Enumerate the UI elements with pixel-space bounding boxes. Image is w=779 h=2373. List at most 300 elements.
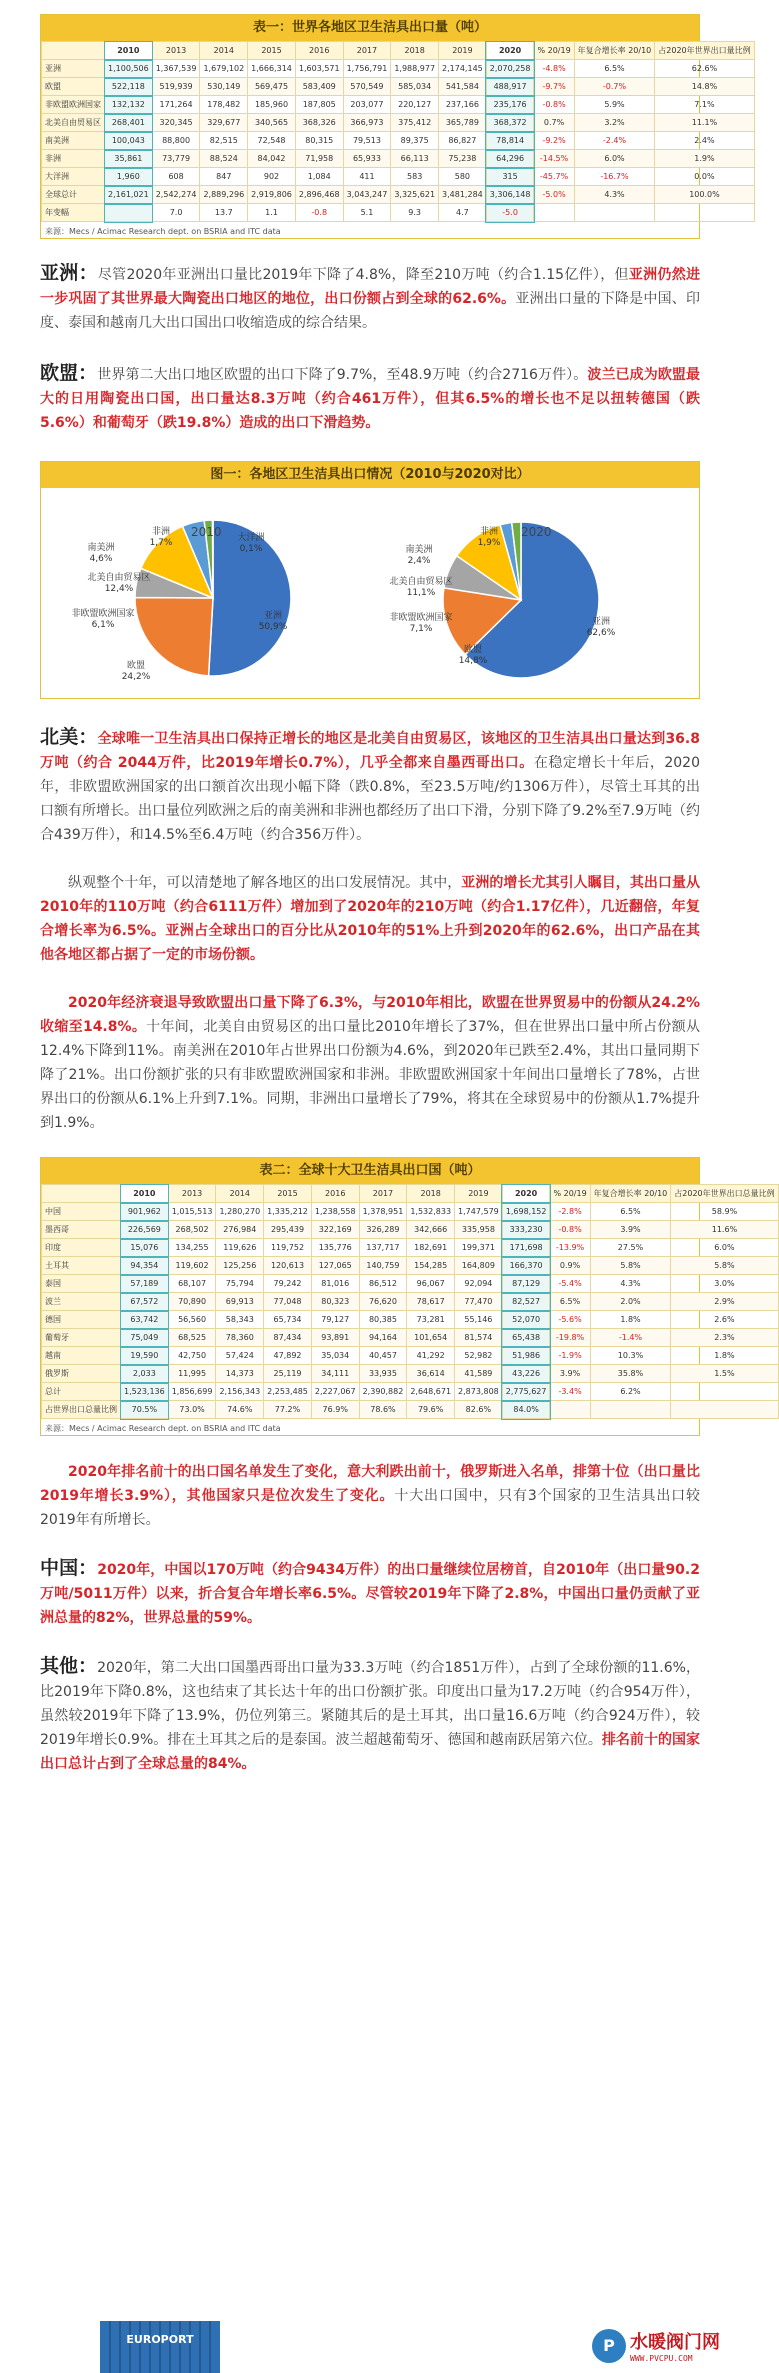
col-header: % 20/19 <box>534 42 574 60</box>
col-header: % 20/19 <box>550 1185 590 1203</box>
table-cell: 3.9% <box>590 1221 671 1239</box>
table-cell: 35.8% <box>590 1365 671 1383</box>
pie-category-label: 北美自由贸易区 <box>389 575 452 587</box>
table-cell: 15,076 <box>121 1239 169 1257</box>
table-cell: 66,113 <box>391 150 439 168</box>
table-cell: 10.3% <box>590 1347 671 1365</box>
table-cell: 1,523,136 <box>121 1383 169 1401</box>
table-row <box>42 186 755 204</box>
table2-grid <box>41 1184 779 1419</box>
table-cell: 902 <box>248 168 296 186</box>
table-row <box>42 1221 779 1239</box>
col-header: 2013 <box>168 1185 216 1203</box>
table-cell: 41,292 <box>407 1347 455 1365</box>
table-cell: 55,146 <box>455 1311 503 1329</box>
table-cell: 137,717 <box>359 1239 407 1257</box>
table-cell <box>590 1401 671 1419</box>
table-cell: 2.4% <box>655 132 754 150</box>
row-label: 葡萄牙 <box>42 1329 121 1347</box>
table-cell: 2.6% <box>671 1311 778 1329</box>
table-cell: 84.0% <box>502 1401 550 1419</box>
table-cell: 411 <box>343 168 391 186</box>
table1 <box>40 14 700 239</box>
table-cell: 127,065 <box>311 1257 359 1275</box>
table-cell: 608 <box>152 168 200 186</box>
table-cell: 154,285 <box>407 1257 455 1275</box>
table-cell: 847 <box>200 168 248 186</box>
table-cell: 320,345 <box>152 114 200 132</box>
p6-red: 2020年排名前十的出口国名单发生了变化，意大利跌出前十，俄罗斯进入名单，排第十位（出口量比2019年增长3.9%），其他国家只是位次发生了变化。 <box>40 1464 700 1504</box>
table-cell: 79,513 <box>343 132 391 150</box>
p4-text1: 纵观整个十年，可以清楚地了解各地区的出口发展情况。其中， <box>68 875 461 891</box>
row-label: 中国 <box>42 1203 121 1221</box>
figure1-title: 图一：各地区卫生洁具出口情况（2010与2020对比） <box>41 462 699 488</box>
table-cell: 6.5% <box>550 1293 590 1311</box>
table-cell: 63,742 <box>121 1311 169 1329</box>
table-cell: -5.4% <box>550 1275 590 1293</box>
table-cell: -3.4% <box>550 1383 590 1401</box>
table-cell: 68,107 <box>168 1275 216 1293</box>
table-row <box>42 1239 779 1257</box>
table-cell: 326,289 <box>359 1221 407 1239</box>
table-cell: 74.6% <box>216 1401 264 1419</box>
table-cell: 1,280,270 <box>216 1203 264 1221</box>
table-cell: 73,281 <box>407 1311 455 1329</box>
table-cell: 519,939 <box>152 78 200 96</box>
table-cell: 1,084 <box>295 168 343 186</box>
table-cell: 268,502 <box>168 1221 216 1239</box>
table-cell: 6.5% <box>590 1203 671 1221</box>
paragraph-decade <box>40 871 700 967</box>
table-cell: 52,070 <box>502 1311 550 1329</box>
table-cell: 57,189 <box>121 1275 169 1293</box>
col-header: 2016 <box>311 1185 359 1203</box>
table-cell: 1,698,152 <box>502 1203 550 1221</box>
table-cell: 41,589 <box>455 1365 503 1383</box>
pie-value-label: 1,7% <box>150 538 173 548</box>
table-cell <box>671 1383 778 1401</box>
table-cell: 2,390,882 <box>359 1383 407 1401</box>
table-cell: 94,354 <box>121 1257 169 1275</box>
table-cell: -2.8% <box>550 1203 590 1221</box>
table-cell: 1,679,102 <box>200 60 248 78</box>
p5-red: 2020年经济衰退导致欧盟出口量下降了6.3%，与2010年相比，欧盟在世界贸易中的份额从24.2%收缩至14.8%。 <box>40 995 700 1035</box>
table-cell: 1,747,579 <box>455 1203 503 1221</box>
pie-year-label: 2020 <box>521 525 552 539</box>
table-cell: 11.6% <box>671 1221 778 1239</box>
table-cell: 119,602 <box>168 1257 216 1275</box>
pie-category-label: 非欧盟欧洲国家 <box>71 607 134 619</box>
pie-category-label: 非洲 <box>152 525 170 537</box>
table-cell: -0.8% <box>534 96 574 114</box>
row-label: 欧盟 <box>42 78 105 96</box>
table-cell: 2,889,296 <box>200 186 248 204</box>
table-cell: -9.7% <box>534 78 574 96</box>
pie-value-label: 1,9% <box>478 538 501 548</box>
table-cell: 6.2% <box>590 1383 671 1401</box>
col-header: 2015 <box>248 42 296 60</box>
table-cell: 77,048 <box>264 1293 312 1311</box>
table-cell: 5.1 <box>343 204 391 222</box>
table-cell: -0.7% <box>574 78 655 96</box>
table-cell: 1.1 <box>248 204 296 222</box>
table-cell: 0.0% <box>655 168 754 186</box>
table-cell: 2.9% <box>671 1293 778 1311</box>
table-cell: 9.3 <box>391 204 439 222</box>
table-cell: 2,775,627 <box>502 1383 550 1401</box>
table-cell: 1,100,506 <box>105 60 153 78</box>
pie-value-label: 50,9% <box>259 622 288 632</box>
table-row <box>42 1275 779 1293</box>
table2-title: 表二：全球十大卫生洁具出口国（吨） <box>41 1158 699 1184</box>
table-cell: 1,367,539 <box>152 60 200 78</box>
table-cell: 340,565 <box>248 114 296 132</box>
row-label: 北美自由贸易区 <box>42 114 105 132</box>
table-cell: 65,933 <box>343 150 391 168</box>
table-cell: 27.5% <box>590 1239 671 1257</box>
table-cell: 522,118 <box>105 78 153 96</box>
row-label: 墨西哥 <box>42 1221 121 1239</box>
table-cell: 75,794 <box>216 1275 264 1293</box>
table-cell: 3,043,247 <box>343 186 391 204</box>
table-row <box>42 1383 779 1401</box>
lead-others: 其他： <box>40 1655 97 1677</box>
table-cell: 69,913 <box>216 1293 264 1311</box>
table-cell: 47,892 <box>264 1347 312 1365</box>
table-cell: 166,370 <box>502 1257 550 1275</box>
table-row <box>42 1311 779 1329</box>
p2-text1: 世界第二大出口地区欧盟的出口下降了9.7%，至48.9万吨（约合2716万件）。 <box>97 367 587 383</box>
table-cell: 100,043 <box>105 132 153 150</box>
table-cell: 84,042 <box>248 150 296 168</box>
table-cell: 79,242 <box>264 1275 312 1293</box>
table-cell: 58.9% <box>671 1203 778 1221</box>
table-cell: 1.5% <box>671 1365 778 1383</box>
table-cell: 11,995 <box>168 1365 216 1383</box>
pie-category-label: 亚洲 <box>264 609 282 621</box>
table-cell: 132,132 <box>105 96 153 114</box>
paragraph-others <box>40 1654 700 1776</box>
row-label: 泰国 <box>42 1275 121 1293</box>
shipping-container-icon <box>100 2313 220 2373</box>
table-cell: 368,372 <box>486 114 534 132</box>
table-cell: 2,227,067 <box>311 1383 359 1401</box>
lead-na: 北美： <box>40 726 98 748</box>
site-logo[interactable] <box>592 2328 720 2363</box>
table-cell: 93,891 <box>311 1329 359 1347</box>
pie-value-label: 14,8% <box>459 656 488 666</box>
logo-mark-icon: P <box>592 2329 626 2363</box>
p2-red: 波兰已成为欧盟最大的日用陶瓷出口国，出口量达8.3万吨（约合461万件），但其6.5%的增长也不足以扭转德国（跌5.6%）和葡萄牙（跌19.8%）造成的出口下滑趋势。 <box>40 367 700 431</box>
row-label: 占世界出口总量比例 <box>42 1401 121 1419</box>
table-cell: -0.8 <box>295 204 343 222</box>
row-label: 波兰 <box>42 1293 121 1311</box>
table-cell: 4.3% <box>590 1275 671 1293</box>
table-cell: 11.1% <box>655 114 754 132</box>
table-cell: 1.8% <box>671 1347 778 1365</box>
table-cell: 235,176 <box>486 96 534 114</box>
table-cell: 64,296 <box>486 150 534 168</box>
table-row <box>42 1347 779 1365</box>
table-cell: 3,481,284 <box>439 186 487 204</box>
pie-value-label: 62,6% <box>587 628 616 638</box>
pie-value-label: 24,2% <box>122 672 151 682</box>
table-cell: 120,613 <box>264 1257 312 1275</box>
table-cell: 7.0 <box>152 204 200 222</box>
pie-value-label: 12,4% <box>105 584 134 594</box>
logo-name: 水暖阀门网 <box>630 2328 720 2354</box>
table-cell: 56,560 <box>168 1311 216 1329</box>
table-cell: 178,482 <box>200 96 248 114</box>
table-cell: 185,960 <box>248 96 296 114</box>
table-row <box>42 1203 779 1221</box>
table-cell <box>105 204 153 222</box>
table-cell: 77,470 <box>455 1293 503 1311</box>
col-header: 2015 <box>264 1185 312 1203</box>
table-cell: 365,789 <box>439 114 487 132</box>
table-cell: 87,434 <box>264 1329 312 1347</box>
pie-category-label: 非洲 <box>480 525 498 537</box>
pie-category-label: 北美自由贸易区 <box>87 571 150 583</box>
table-cell: -4.8% <box>534 60 574 78</box>
pie-value-label: 2,4% <box>408 556 431 566</box>
table-cell: 5.8% <box>590 1257 671 1275</box>
table-cell: 1,856,699 <box>168 1383 216 1401</box>
p1-text1: 尽管2020年亚洲出口量比2019年下降了4.8%，降至210万吨（约合1.15亿件），但 <box>98 267 629 283</box>
table-cell: 14.8% <box>655 78 754 96</box>
table-cell: 1.9% <box>655 150 754 168</box>
table-cell: 333,230 <box>502 1221 550 1239</box>
table-cell: -1.4% <box>590 1329 671 1347</box>
col-header: 2014 <box>216 1185 264 1203</box>
table-cell: 73.0% <box>168 1401 216 1419</box>
table-cell: 119,752 <box>264 1239 312 1257</box>
table-cell: 2,033 <box>121 1365 169 1383</box>
table-cell: 315 <box>486 168 534 186</box>
table-cell: -14.5% <box>534 150 574 168</box>
article-page <box>0 14 740 2373</box>
table-cell: 2,161,021 <box>105 186 153 204</box>
table-cell: 3.2% <box>574 114 655 132</box>
table-cell: 58,343 <box>216 1311 264 1329</box>
table-cell: 1,960 <box>105 168 153 186</box>
table-cell: 569,475 <box>248 78 296 96</box>
col-header: 2014 <box>200 42 248 60</box>
col-header: 占2020年世界出口量比例 <box>655 42 754 60</box>
table-cell: 237,166 <box>439 96 487 114</box>
paragraph-top10 <box>40 1460 700 1532</box>
table-cell: 119,626 <box>216 1239 264 1257</box>
pie-value-label: 11,1% <box>407 588 436 598</box>
row-label: 大洋洲 <box>42 168 105 186</box>
col-header <box>42 42 105 60</box>
table-cell: 6.0% <box>574 150 655 168</box>
table-row <box>42 60 755 78</box>
pie-category-label: 欧盟 <box>127 659 145 671</box>
table-cell: 57,424 <box>216 1347 264 1365</box>
col-header: 2013 <box>152 42 200 60</box>
table-cell: 1,238,558 <box>311 1203 359 1221</box>
table-cell: 322,169 <box>311 1221 359 1239</box>
lead-eu: 欧盟： <box>40 362 97 384</box>
pie-category-label: 南美洲 <box>87 541 114 553</box>
p5-text1: 十年间，北美自由贸易区的出口量比2010年增长了37%，但在世界出口量中所占份额从12.4%下降到11%。南美洲在2010年占世界出口份额为4.6%，到2020年已跌至2.4%，其出口量同期下降了21%。出口份额扩张的只有非欧盟欧洲国家和非洲。非欧盟欧洲国家十年间出口量增长了78%，占世界出口的份额从6.1%上升到7.1%。同期，非洲出口量增长了79%，将其在全球贸易中的份额从1.7%提升到1.9%。 <box>40 1019 700 1131</box>
table-cell: 187,805 <box>295 96 343 114</box>
table-cell: 171,698 <box>502 1239 550 1257</box>
table-cell: 1,335,212 <box>264 1203 312 1221</box>
table-cell: 72,548 <box>248 132 296 150</box>
table-cell: -5.0 <box>486 204 534 222</box>
table-row <box>42 96 755 114</box>
table-cell: 67,572 <box>121 1293 169 1311</box>
table-cell: 71,958 <box>295 150 343 168</box>
pie-category-label: 非欧盟欧洲国家 <box>389 611 452 623</box>
table-cell: 140,759 <box>359 1257 407 1275</box>
row-label: 俄罗斯 <box>42 1365 121 1383</box>
col-header: 年复合增长率 20/10 <box>574 42 655 60</box>
table-cell: 73,779 <box>152 150 200 168</box>
table-row <box>42 168 755 186</box>
col-header: 2019 <box>455 1185 503 1203</box>
table-cell: 2,253,485 <box>264 1383 312 1401</box>
table-cell: 75,049 <box>121 1329 169 1347</box>
table-cell: 1,988,977 <box>391 60 439 78</box>
logo-url: WWW.PVCPU.COM <box>630 2354 720 2363</box>
table-cell: 76,620 <box>359 1293 407 1311</box>
paragraph-asia <box>40 261 700 335</box>
col-header: 2020 <box>486 42 534 60</box>
table-cell: 2,896,468 <box>295 186 343 204</box>
row-label: 非洲 <box>42 150 105 168</box>
table-cell <box>574 204 655 222</box>
table-cell: 901,962 <box>121 1203 169 1221</box>
table-cell: 488,917 <box>486 78 534 96</box>
table-cell: 80,315 <box>295 132 343 150</box>
table-cell: 2,648,671 <box>407 1383 455 1401</box>
table-cell: 1,756,791 <box>343 60 391 78</box>
lead-china: 中国： <box>40 1557 97 1579</box>
table-cell: 203,077 <box>343 96 391 114</box>
lead-asia: 亚洲： <box>40 262 98 284</box>
table-cell: 5.8% <box>671 1257 778 1275</box>
p3-red: 全球唯一卫生洁具出口保持正增长的地区是北美自由贸易区，该地区的卫生洁具出口量达到36.8万吨（约合 2044万件，比2019年增长0.7%），几乎全都来自墨西哥出口。 <box>40 731 700 771</box>
table-cell: 81,016 <box>311 1275 359 1293</box>
figure1 <box>40 461 700 699</box>
table-cell: 79,127 <box>311 1311 359 1329</box>
pie-category-label: 亚洲 <box>592 615 610 627</box>
table-row <box>42 132 755 150</box>
table-cell: 65,438 <box>502 1329 550 1347</box>
table-cell: -13.9% <box>550 1239 590 1257</box>
table-cell: 78,617 <box>407 1293 455 1311</box>
table-cell: 2.0% <box>590 1293 671 1311</box>
table-cell: 342,666 <box>407 1221 455 1239</box>
container-text: EUROPORT <box>126 2333 194 2346</box>
pie-charts <box>41 488 699 698</box>
table-cell: 1,603,571 <box>295 60 343 78</box>
table-row <box>42 1401 779 1419</box>
table-cell: 135,776 <box>311 1239 359 1257</box>
table-cell: 530,149 <box>200 78 248 96</box>
table2 <box>40 1157 700 1436</box>
table-cell <box>534 204 574 222</box>
col-header: 2017 <box>359 1185 407 1203</box>
pie-year-label: 2010 <box>191 525 222 539</box>
paragraph-north-america <box>40 725 700 847</box>
table-cell: 226,569 <box>121 1221 169 1239</box>
table-cell: 335,958 <box>455 1221 503 1239</box>
paragraph-eu <box>40 361 700 435</box>
table-cell: -45.7% <box>534 168 574 186</box>
table-cell <box>671 1401 778 1419</box>
table-cell: 3.9% <box>550 1365 590 1383</box>
col-header: 2019 <box>439 42 487 60</box>
table-cell: 62.6% <box>655 60 754 78</box>
table-cell: 6.5% <box>574 60 655 78</box>
table-cell: 78.6% <box>359 1401 407 1419</box>
table-cell: 1,532,833 <box>407 1203 455 1221</box>
table-cell: 366,973 <box>343 114 391 132</box>
table-cell: 125,256 <box>216 1257 264 1275</box>
paragraph-eu-decline <box>40 991 700 1135</box>
table-cell: 96,067 <box>407 1275 455 1293</box>
p3-text1: 在稳定增长十年后，2020年，非欧盟欧洲国家的出口额首次出现小幅下降（跌0.8%，至23.5万吨/约1306万件），尽管土耳其的出口额有所增长。出口量位列欧洲之后的南美洲和非洲也都经历了出口下滑，分别下降了9.2%至7.9万吨（约合439万件），和14.5%至6.4万吨（约合356万件）。 <box>40 755 700 843</box>
table-cell: 276,984 <box>216 1221 264 1239</box>
p1-red: 亚洲仍然进一步巩固了其世界最大陶瓷出口地区的地位，出口份额占到全球的62.6%。 <box>40 267 700 307</box>
table-cell: 4.7 <box>439 204 487 222</box>
table-cell: 42,750 <box>168 1347 216 1365</box>
table-cell: 86,827 <box>439 132 487 150</box>
p7-red: 2020年，中国以170万吨（约合9434万件）的出口量继续位居榜首，自2010年（出口量90.2万吨/5011万件）以来，折合复合年增长率6.5%。尽管较2019年下降了2.8%，中国出口量仍贡献了亚洲总量的82%，世界总量的59%。 <box>40 1562 700 1626</box>
p6-text1: 十大出口国中，只有3个国家的卫生洁具出口较2019年有所增长。 <box>40 1488 700 1528</box>
col-header: 年复合增长率 20/10 <box>590 1185 671 1203</box>
table-cell: 1,666,314 <box>248 60 296 78</box>
row-label: 德国 <box>42 1311 121 1329</box>
table-cell: 80,323 <box>311 1293 359 1311</box>
table-cell: 92,094 <box>455 1275 503 1293</box>
table-cell: 6.0% <box>671 1239 778 1257</box>
pie-value-label: 6,1% <box>92 620 115 630</box>
table-row <box>42 150 755 168</box>
table-cell: 81,574 <box>455 1329 503 1347</box>
table-cell: 68,525 <box>168 1329 216 1347</box>
table-cell: 79.6% <box>407 1401 455 1419</box>
table-cell: -16.7% <box>574 168 655 186</box>
table-cell: 82,515 <box>200 132 248 150</box>
table-cell: 3,325,621 <box>391 186 439 204</box>
col-header: 2018 <box>407 1185 455 1203</box>
table-cell: 82,527 <box>502 1293 550 1311</box>
table-cell: 268,401 <box>105 114 153 132</box>
table-cell: 2,156,343 <box>216 1383 264 1401</box>
row-label: 年变幅 <box>42 204 105 222</box>
table-cell: 585,034 <box>391 78 439 96</box>
table-cell: 35,034 <box>311 1347 359 1365</box>
pie-value-label: 4,6% <box>90 554 113 564</box>
pie-slice <box>135 598 213 676</box>
table-cell: 199,371 <box>455 1239 503 1257</box>
table-cell: 80,385 <box>359 1311 407 1329</box>
table-cell: 82.6% <box>455 1401 503 1419</box>
table-cell: 65,734 <box>264 1311 312 1329</box>
table-cell: 33,935 <box>359 1365 407 1383</box>
table-cell: 70,890 <box>168 1293 216 1311</box>
table-cell: -5.6% <box>550 1311 590 1329</box>
table-cell: 70.5% <box>121 1401 169 1419</box>
table-cell: -2.4% <box>574 132 655 150</box>
table-cell: 7.1% <box>655 96 754 114</box>
table-cell: 375,412 <box>391 114 439 132</box>
